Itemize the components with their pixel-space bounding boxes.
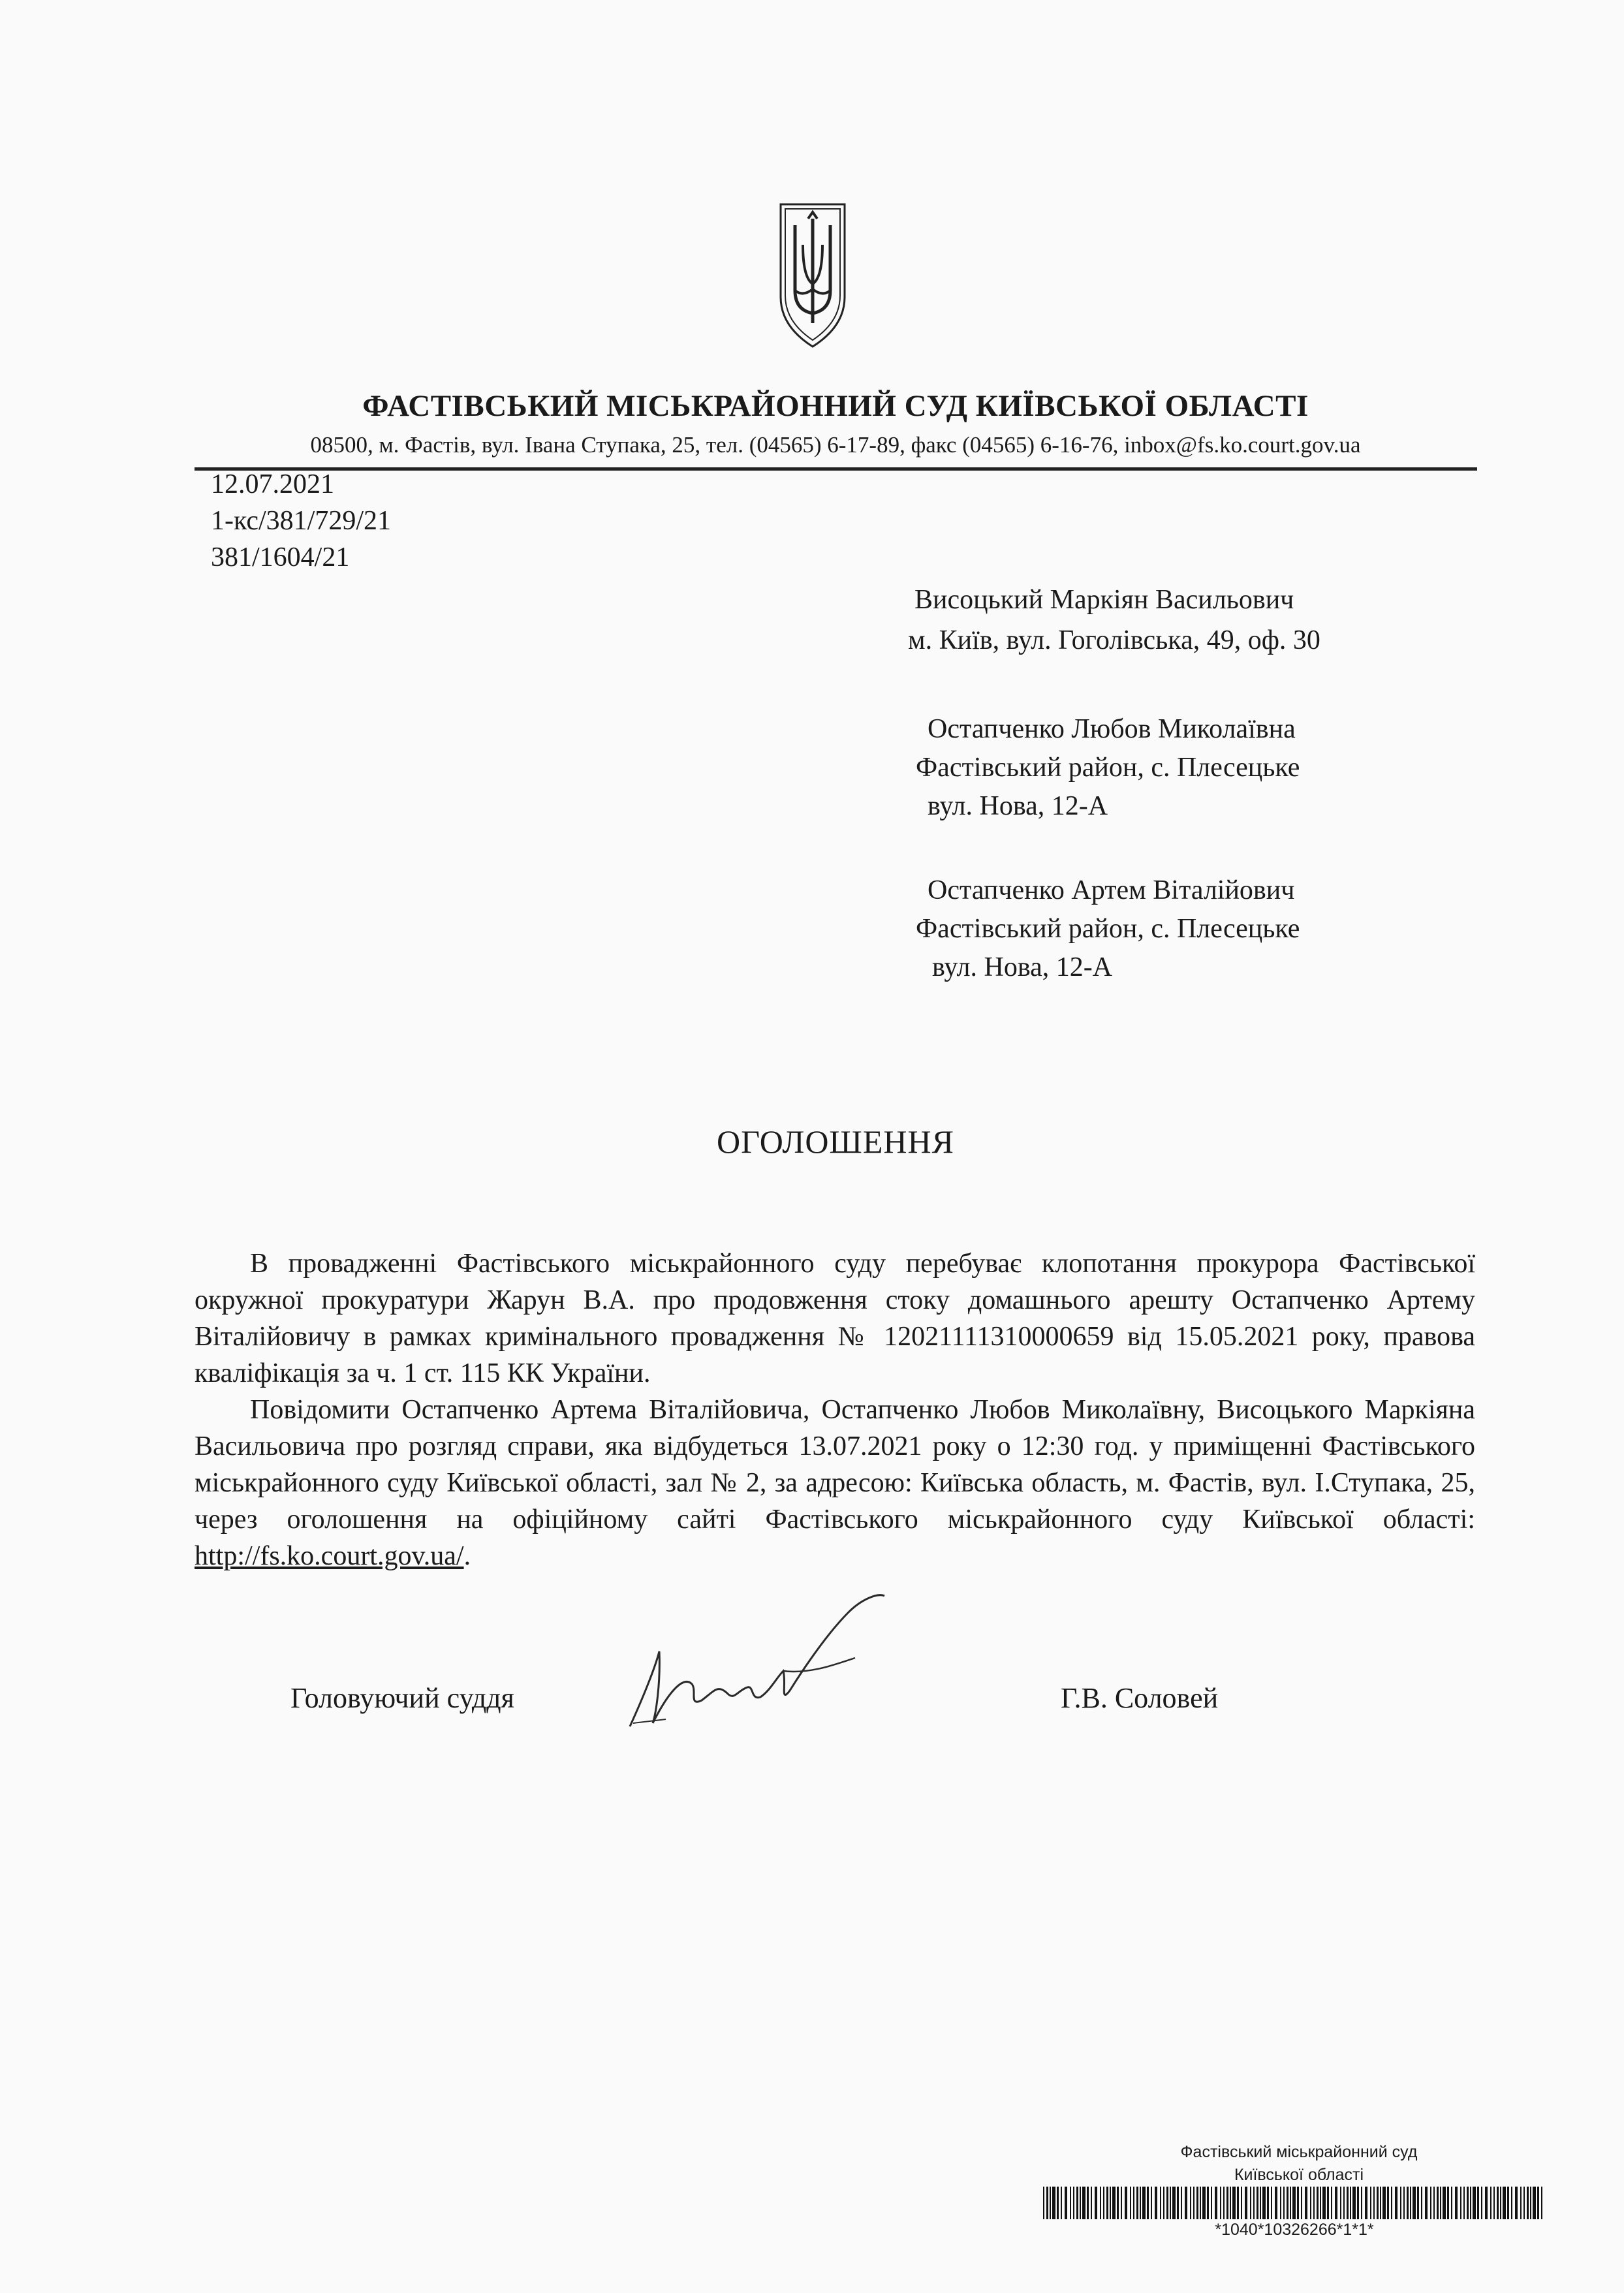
stamp-region: Київської області (1234, 2166, 1364, 2184)
document-title: ОГОЛОШЕННЯ (717, 1123, 954, 1160)
recipient-3-address-line1: Фастівський район, с. Плесецьке (916, 914, 1300, 944)
court-address: 08500, м. Фастів, вул. Івана Ступака, 25, тел. (04565) 6-17-89, факс (04565) 6-16-76, inbox@fs.ko.court.gov.ua (310, 432, 1361, 458)
barcode-number: *1040*10326266*1*1* (1215, 2221, 1374, 2239)
announcement-body (195, 1245, 1475, 1574)
proceeding-number: 381/1604/21 (211, 542, 350, 572)
body-paragraph-2-end: . (463, 1541, 471, 1571)
coat-of-arms-icon (777, 199, 849, 349)
recipient-3-name: Остапченко Артем Віталійович (928, 875, 1295, 905)
judge-signature (620, 1593, 914, 1743)
barcode-icon (1043, 2187, 1546, 2219)
recipient-2-address-line1: Фастівський район, с. Плесецьке (916, 753, 1300, 783)
presiding-judge-name: Г.В. Соловей (1061, 1682, 1219, 1714)
document-date: 12.07.2021 (211, 469, 334, 499)
body-paragraph-2-text: Повідомити Остапченко Артема Віталійовича, Остапченко Любов Миколаївну, Висоцького Маркіяна Васильовича про розгляд справи, яка відбудеться 13.07.2021 року о 12:30 год. у приміщенні Фастівського міськрайонного суду Київської області, зал № 2, за адресою: Київська область, м. Фастів, вул. І.Ступака, 25, через оголошення на офіційному сайті Фастівського міськрайонного суду Київської області: (195, 1395, 1475, 1535)
presiding-judge-label: Головуючий суддя (290, 1682, 514, 1714)
recipient-1-address: м. Київ, вул. Гоголівська, 49, оф. 30 (908, 625, 1320, 655)
body-paragraph-2 (195, 1392, 1475, 1574)
body-paragraph-1: В провадженні Фастівського міськрайонного суду перебуває клопотання прокурора Фастівської окружної прокуратури Жарун В.А. про продовження стоку домашнього арешту Остапченко Артему Віталійовичу в рамках кримінального провадження № 12021111310000659 від 15.05.2021 року, правова кваліфікація за ч. 1 ст. 115 КК України. (195, 1249, 1475, 1388)
case-number: 1-кс/381/729/21 (211, 506, 391, 536)
court-website-link[interactable]: http://fs.ko.court.gov.ua/ (195, 1541, 464, 1571)
header-divider (195, 467, 1477, 471)
recipient-1-name: Висоцький Маркіян Васильович (914, 585, 1294, 615)
recipient-2-name: Остапченко Любов Миколаївна (928, 714, 1296, 744)
recipient-3-address-line2: вул. Нова, 12-А (932, 952, 1113, 982)
recipient-2-address-line2: вул. Нова, 12-А (928, 791, 1108, 821)
court-name: ФАСТІВСЬКИЙ МІСЬКРАЙОННИЙ СУД КИЇВСЬКОЇ ОБЛАСТІ (362, 389, 1309, 423)
stamp-court-name: Фастівський міськрайонний суд (1180, 2143, 1418, 2161)
